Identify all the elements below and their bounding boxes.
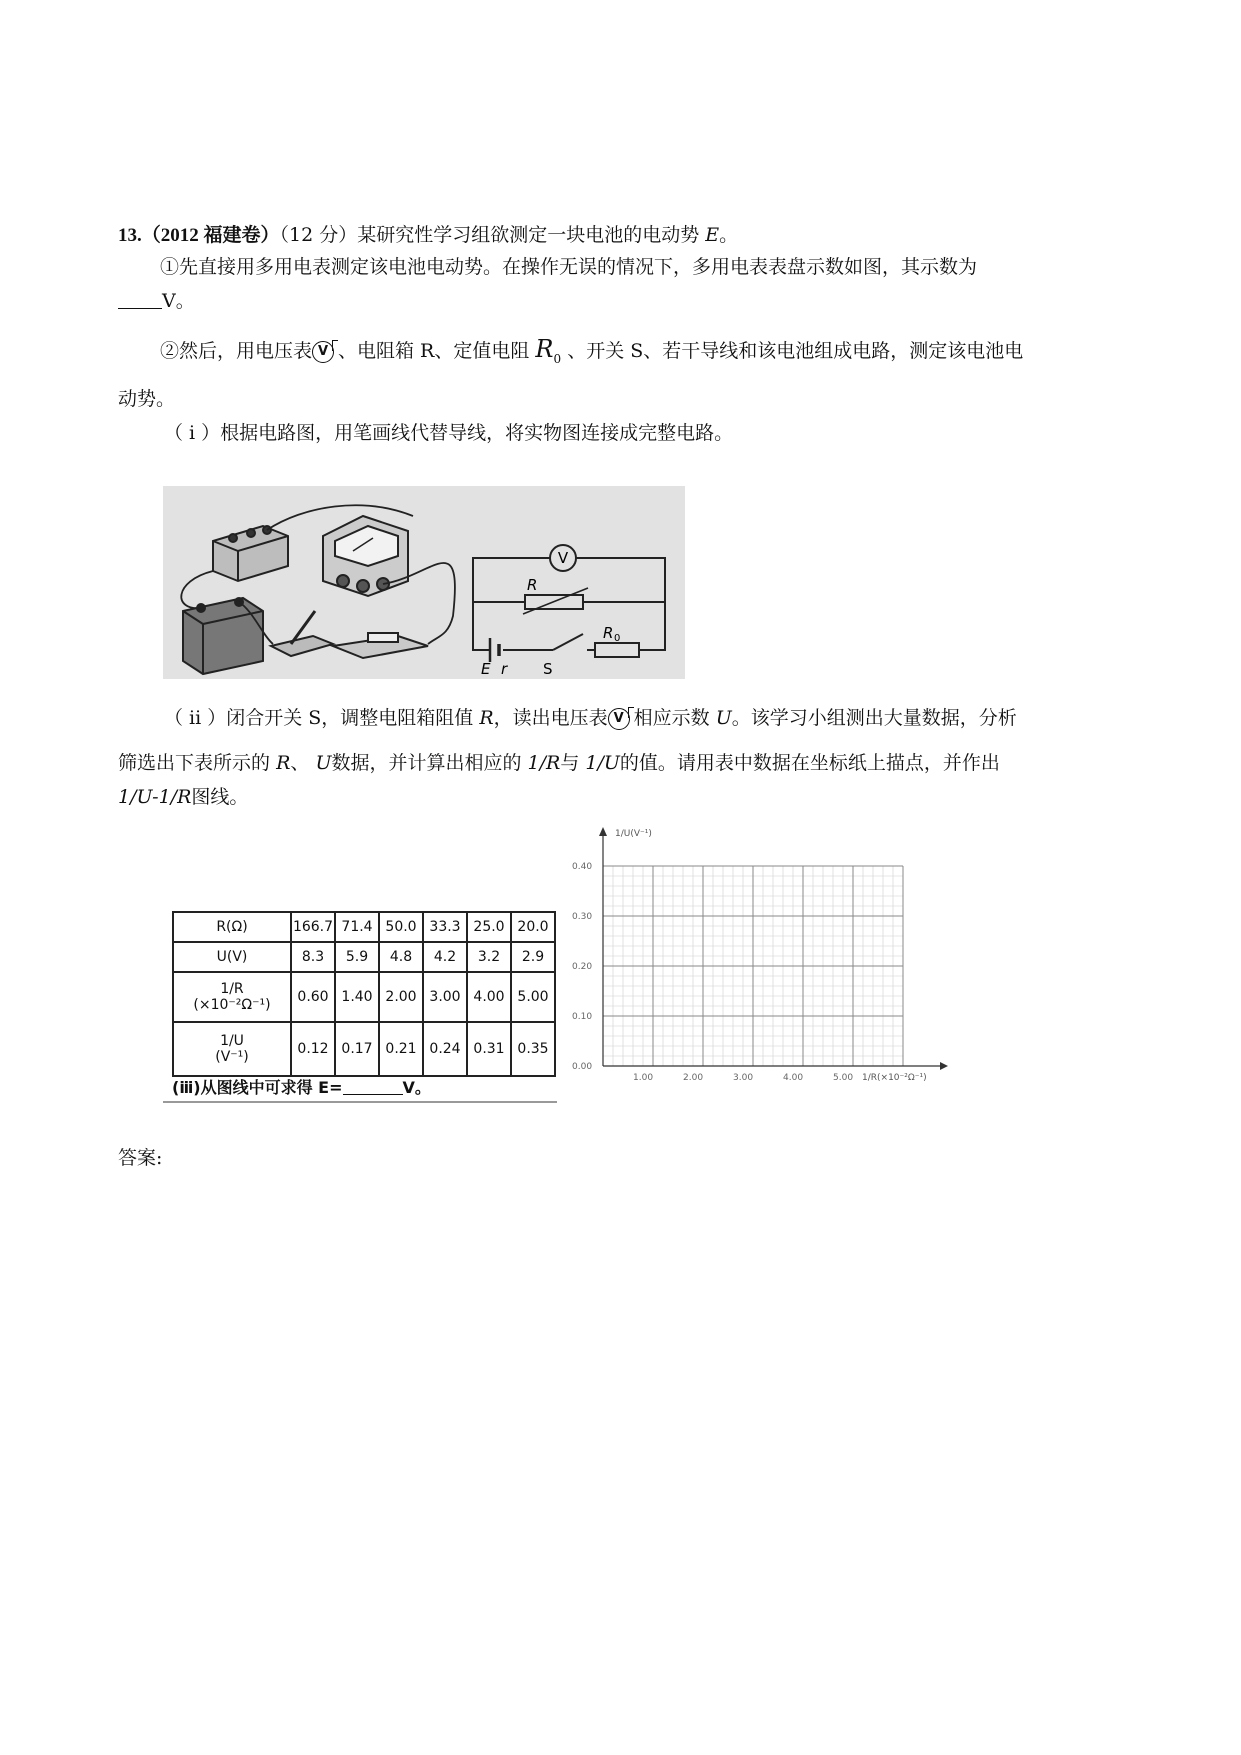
schematic-R0-sub: 0 — [614, 633, 621, 644]
y-axis-arrow-icon — [599, 827, 607, 836]
step-ii-l21U: 1/U — [585, 752, 620, 774]
switch-drawing — [271, 611, 333, 656]
table-cell: 33.3 — [423, 912, 467, 942]
answer-label-text: 答案: — [118, 1147, 163, 1169]
table-cell: 0.17 — [335, 1022, 379, 1076]
y-tick-label: 0.40 — [572, 862, 593, 872]
step-i-sentence: （ i ）根据电路图，用笔画线代替导线，将实物图连接成完整电路。 — [164, 422, 734, 444]
step-ii-text3: 相应示数 — [633, 707, 710, 729]
table-bottom-rule — [163, 1101, 557, 1103]
x-tick-label: 4.00 — [783, 1073, 804, 1083]
step-ii-expr: 1/U-1/R — [118, 786, 192, 808]
problem-source: （2012 福建卷） — [141, 225, 280, 246]
step-ii-U: U — [715, 707, 732, 729]
battery-drawing — [183, 598, 263, 674]
problem-number: 13. — [118, 225, 142, 246]
table-header-1R — [173, 972, 291, 1022]
schematic-r-label: r — [501, 660, 508, 678]
schematic — [473, 545, 665, 662]
y-tick-label: 0.30 — [572, 912, 593, 922]
part1-unit: V。 — [162, 290, 195, 312]
table-cell: 3.2 — [467, 942, 511, 972]
table-cell: 2.9 — [511, 942, 555, 972]
step-i-text — [164, 420, 733, 446]
table-cell: 20.0 — [511, 912, 555, 942]
graph-y-label: 1/U(V⁻¹) — [615, 829, 652, 839]
schematic-S-label: S — [543, 660, 553, 678]
table-cell: 4.00 — [467, 972, 511, 1022]
step-iii-text — [172, 1075, 431, 1101]
table-header-1U-top: 1/U — [220, 1033, 244, 1049]
table-cell: 5.9 — [335, 942, 379, 972]
schematic-R0-label: R — [603, 624, 614, 642]
step-ii-l2c: 与 — [560, 752, 580, 774]
table-cell: 2.00 — [379, 972, 423, 1022]
table-header-R: R(Ω) — [173, 912, 291, 942]
graph-paper-svg — [570, 824, 950, 1094]
table-cell: 5.00 — [511, 972, 555, 1022]
step-iii-unit: V。 — [402, 1078, 431, 1097]
r0-symbol: R — [535, 335, 554, 363]
part1-answer-blank[interactable] — [118, 290, 162, 309]
part2-text — [160, 336, 1023, 372]
voltmeter-drawing — [323, 516, 408, 596]
circuit-figure — [163, 486, 685, 679]
part1-sentence: ①先直接用多用电表测定该电池电动势。在操作无误的情况下，多用电表表盘示数如图，其示数为 — [160, 256, 978, 278]
schematic-V-label: V — [557, 549, 569, 567]
table-row — [173, 942, 555, 972]
step-ii-text1: （ ii ）闭合开关 S，调整电阻箱阻值 — [164, 707, 474, 729]
schematic-R-label: R — [527, 576, 538, 594]
data-table — [172, 911, 556, 1077]
x-axis-arrow-icon — [940, 1062, 948, 1070]
y-tick-label: 0.10 — [572, 1012, 593, 1022]
table-cell: 4.2 — [423, 942, 467, 972]
part1-text — [160, 254, 977, 280]
y-tick-label: 0.20 — [572, 962, 593, 972]
graph-x-label: 1/R(×10⁻²Ω⁻¹) — [862, 1073, 927, 1083]
resistance-box-drawing — [213, 526, 288, 581]
table-cell: 25.0 — [467, 912, 511, 942]
step-ii-l3b: 图线。 — [191, 786, 249, 808]
step-iii-answer-blank[interactable] — [343, 1076, 403, 1095]
table-cell: 166.7 — [291, 912, 335, 942]
table-cell: 0.21 — [379, 1022, 423, 1076]
problem-score: （12 分） — [279, 224, 358, 246]
part2-middle2: 、开关 S、若干导线和该电池组成电路，测定该电池电 — [567, 340, 1024, 362]
step-ii-text2: ，读出电压表 — [493, 707, 608, 729]
step-ii-l2U: U — [315, 752, 332, 774]
voltmeter-icon: V — [312, 341, 334, 363]
problem-intro: 某研究性学习组欲测定一块电池的电动势 — [357, 224, 700, 246]
step-ii-line3 — [118, 784, 248, 810]
step-ii-l2sep: 、 — [290, 752, 310, 774]
table-header-1R-top: 1/R — [220, 981, 244, 997]
step-ii-line1 — [164, 705, 1017, 731]
table-cell: 0.60 — [291, 972, 335, 1022]
step-ii-l2a: 筛选出下表所示的 — [118, 752, 271, 774]
graph-paper-figure — [570, 824, 950, 1094]
table-cell: 50.0 — [379, 912, 423, 942]
table-cell: 0.31 — [467, 1022, 511, 1076]
table-row — [173, 912, 555, 942]
x-tick-label: 2.00 — [683, 1073, 704, 1083]
schematic-E-label: E — [481, 660, 491, 678]
part2-line2 — [118, 386, 175, 412]
answer-label — [118, 1145, 162, 1171]
x-tick-label: 5.00 — [833, 1073, 854, 1083]
step-ii-l21R: 1/R — [527, 752, 561, 774]
table-header-1R-unit: (×10⁻²Ω⁻¹) — [193, 997, 271, 1013]
table-header-1U-unit: (V⁻¹) — [215, 1049, 249, 1065]
step-ii-text4: 。该学习小组测出大量数据，分析 — [731, 707, 1017, 729]
x-tick-label: 3.00 — [733, 1073, 754, 1083]
table-cell: 1.40 — [335, 972, 379, 1022]
table-cell: 8.3 — [291, 942, 335, 972]
r0-subscript: 0 — [553, 352, 562, 366]
x-tick-label: 1.00 — [633, 1073, 654, 1083]
table-cell: 3.00 — [423, 972, 467, 1022]
step-ii-R: R — [479, 707, 494, 729]
part2-prefix: ②然后，用电压表 — [160, 340, 313, 362]
part2-middle1: 、电阻箱 R、定值电阻 — [338, 340, 530, 362]
y-tick-label: 0.00 — [572, 1062, 593, 1072]
part2-line2-text: 动势。 — [118, 388, 176, 410]
step-ii-l2d: 的值。请用表中数据在坐标纸上描点，并作出 — [619, 752, 1000, 774]
table-cell: 0.24 — [423, 1022, 467, 1076]
circuit-svg — [163, 486, 685, 679]
table-cell: 71.4 — [335, 912, 379, 942]
table-cell: 0.12 — [291, 1022, 335, 1076]
table-header-U: U(V) — [173, 942, 291, 972]
table-row — [173, 972, 555, 1022]
table-header-1U — [173, 1022, 291, 1076]
step-ii-line2 — [118, 750, 1000, 776]
table-row — [173, 1022, 555, 1076]
step-ii-l2R: R — [276, 752, 291, 774]
step-iii-prompt: (ⅲ)从图线中可求得 E= — [172, 1078, 343, 1097]
title-period: 。 — [719, 224, 739, 246]
step-ii-l2b: 数据，并计算出相应的 — [331, 752, 522, 774]
voltmeter-icon-2: V — [608, 708, 630, 730]
table-cell: 0.35 — [511, 1022, 555, 1076]
part1-answer-line — [118, 288, 195, 314]
emf-symbol: E — [705, 224, 720, 246]
problem-title — [118, 222, 738, 249]
table-cell: 4.8 — [379, 942, 423, 972]
fixed-resistor-drawing — [333, 633, 428, 658]
